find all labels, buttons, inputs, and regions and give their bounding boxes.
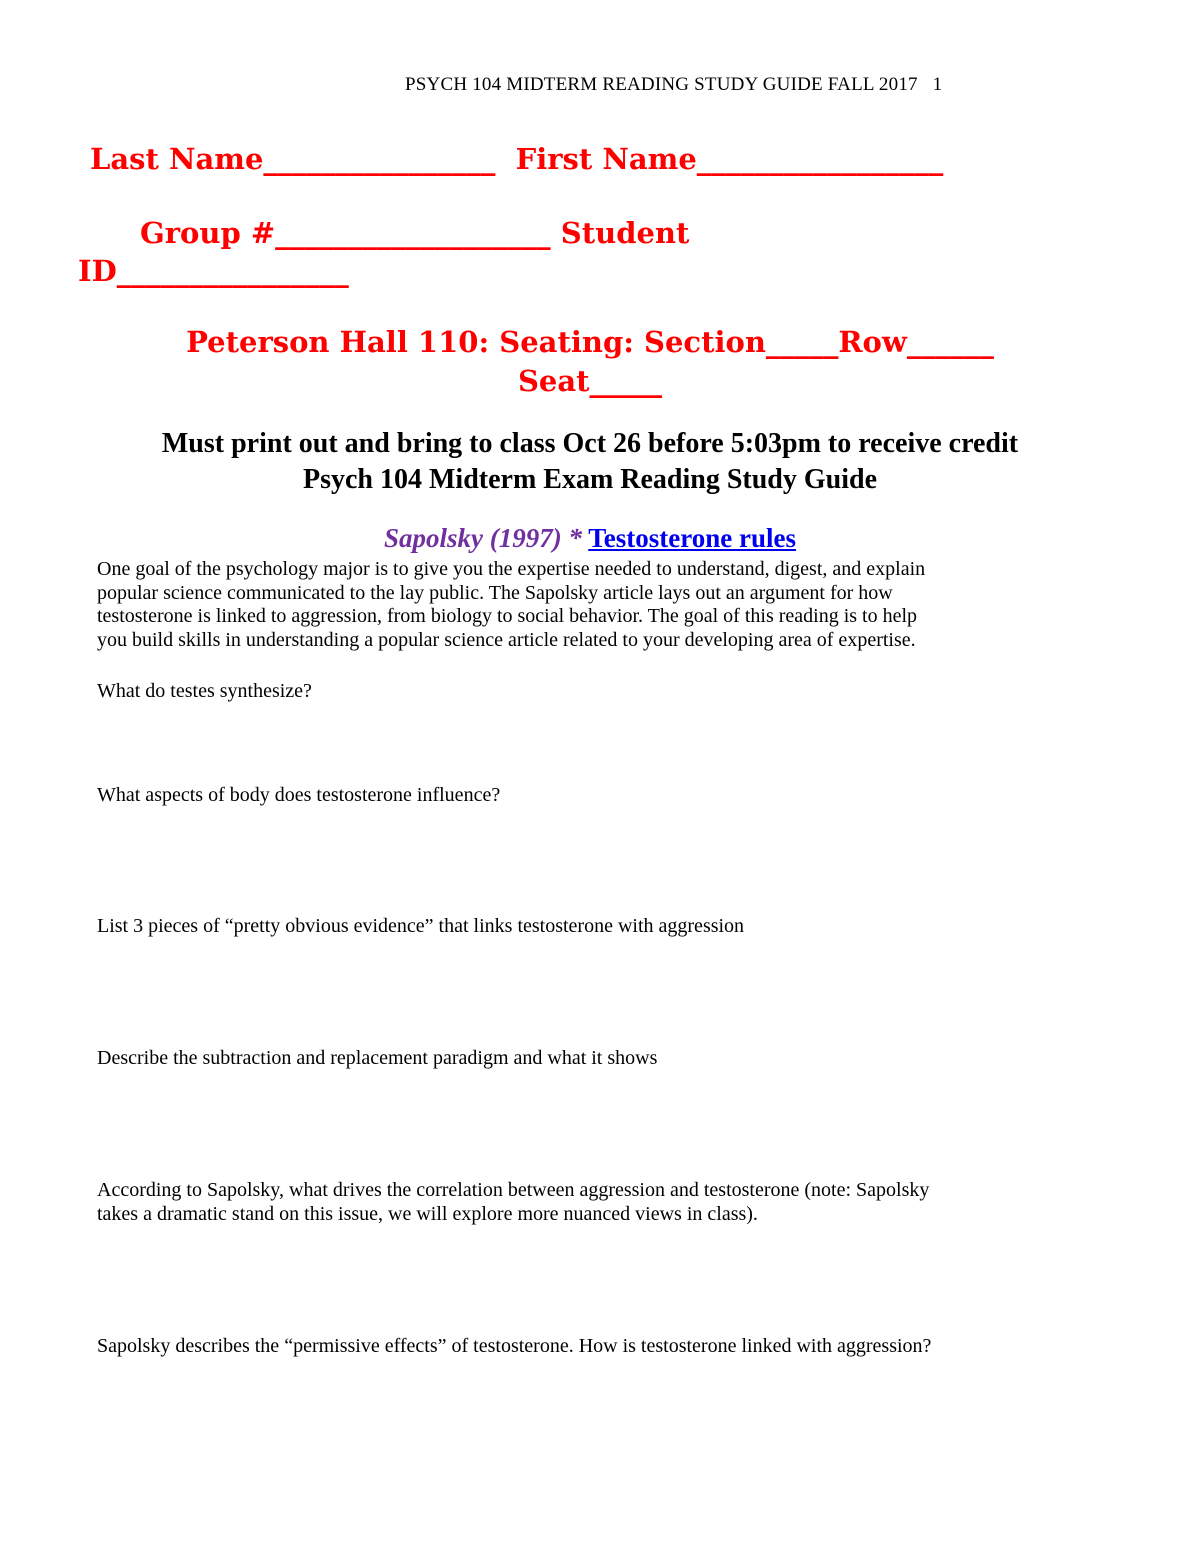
intro-paragraph bbox=[97, 558, 1097, 652]
running-header-title: PSYCH 104 MIDTERM READING STUDY GUIDE FALL 2017 bbox=[405, 74, 918, 95]
group-fields-line bbox=[140, 216, 689, 250]
question-3: List 3 pieces of “pretty obvious evidence” that links testosterone with aggression bbox=[97, 915, 745, 937]
question-6: Sapolsky describes the “permissive effects” of testosterone. How is testosterone linked with aggression? bbox=[97, 1335, 932, 1357]
reading-author: Sapolsky (1997) * bbox=[384, 523, 582, 553]
seating-field: Peterson Hall 110: Seating: Section_____Row______ bbox=[186, 325, 994, 359]
page-number: 1 bbox=[932, 74, 943, 95]
student-label: Student bbox=[560, 216, 690, 250]
reading-link[interactable]: Testosterone rules bbox=[588, 523, 796, 553]
intro-line: popular science communicated to the lay public. The Sapolsky article lays out an argument for how bbox=[97, 581, 893, 604]
name-fields-line bbox=[90, 142, 943, 176]
instruction-heading: Must print out and bring to class Oct 26 before 5:03pm to receive credit bbox=[161, 428, 1019, 459]
intro-line: One goal of the psychology major is to give you the expertise needed to understand, digest, and explain bbox=[97, 558, 926, 580]
group-number-field: Group #___________________ bbox=[140, 216, 551, 250]
intro-line: testosterone is linked to aggression, from biology to social behavior. The goal of this reading is to help bbox=[97, 605, 918, 627]
last-name-field: Last Name________________ bbox=[90, 142, 496, 176]
question-1: What do testes synthesize? bbox=[97, 680, 312, 702]
reading-heading bbox=[0, 523, 1180, 554]
student-id-field: ID________________ bbox=[78, 254, 349, 288]
guide-title: Psych 104 Midterm Exam Reading Study Guide bbox=[302, 464, 878, 495]
intro-line: you build skills in understanding a popular science article related to your developing area of expertise. bbox=[97, 628, 916, 651]
question-5: According to Sapolsky, what drives the correlation between aggression and testosterone (note: Sapolsky takes a dramatic stand on this issue, we will explore more nuanced views in class). bbox=[97, 1179, 930, 1225]
running-header bbox=[405, 74, 942, 96]
seat-field: Seat_____ bbox=[517, 364, 663, 398]
first-name-field: First Name_________________ bbox=[515, 142, 944, 176]
question-2: What aspects of body does testosterone influence? bbox=[97, 784, 501, 806]
question-4: Describe the subtraction and replacement paradigm and what it shows bbox=[97, 1047, 658, 1069]
